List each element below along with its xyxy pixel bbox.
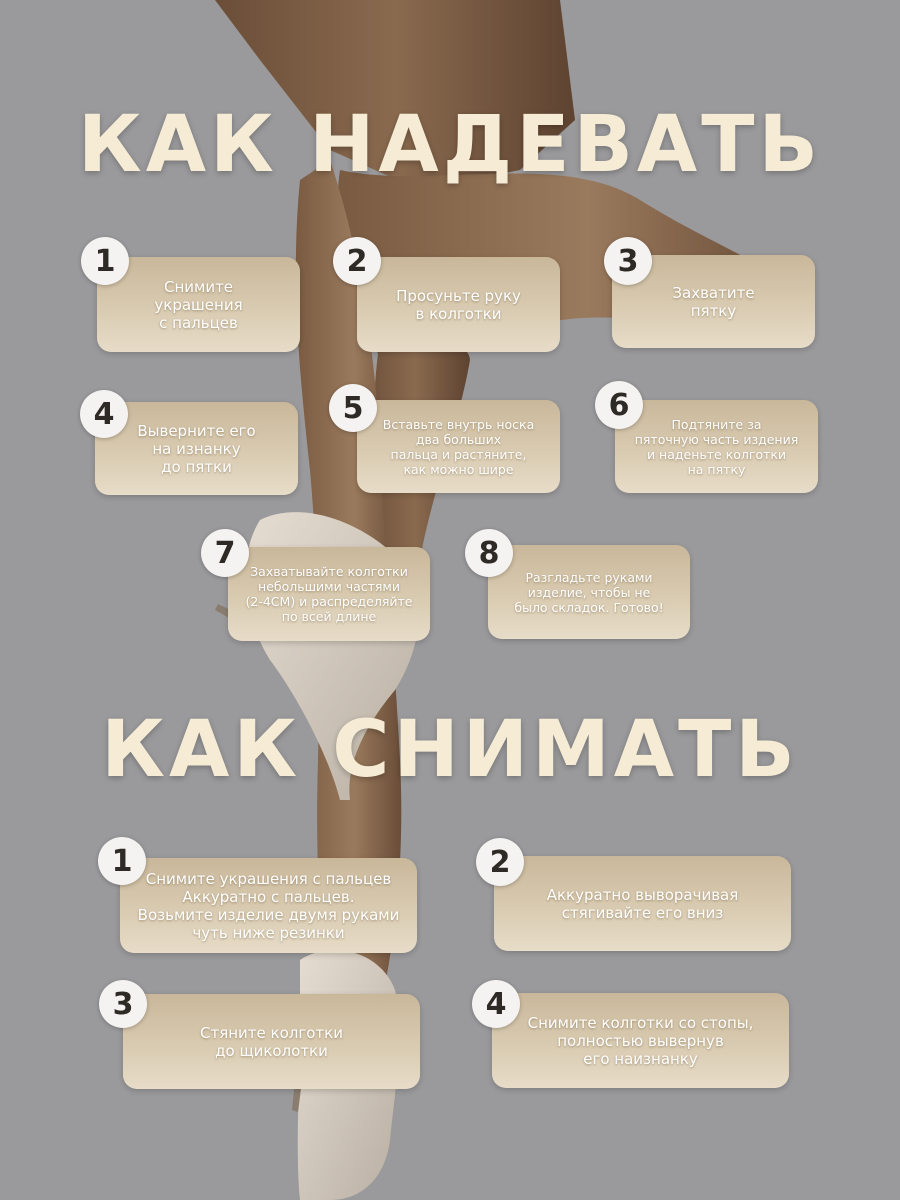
take-off-step-4-number: 4	[472, 980, 520, 1028]
put-on-step-4-number: 4	[80, 390, 128, 438]
take-off-step-1-number: 1	[98, 837, 146, 885]
put-on-step-7-number: 7	[201, 529, 249, 577]
put-on-step-4: Выверните его на изнанку до пятки	[95, 402, 298, 495]
put-on-step-5: Вставьте внутрь носка два больших пальца и растяните, как можно шире	[357, 400, 560, 493]
put-on-title: КАК НАДЕВАТЬ	[78, 100, 822, 190]
put-on-step-6-number: 6	[595, 381, 643, 429]
take-off-title: КАК СНИМАТЬ	[101, 705, 799, 795]
put-on-step-2: Просуньте руку в колготки	[357, 257, 560, 352]
put-on-step-6: Подтяните за пяточную часть издения и наденьте колготки на пятку	[615, 400, 818, 493]
put-on-step-1-number: 1	[81, 237, 129, 285]
put-on-step-8-number: 8	[465, 529, 513, 577]
put-on-step-3-number: 3	[604, 237, 652, 285]
take-off-step-4: Снимите колготки со стопы, полностью вывернув его наизнанку	[492, 993, 789, 1088]
take-off-step-3: Стяните колготки до щиколотки	[123, 994, 420, 1089]
take-off-step-3-number: 3	[99, 980, 147, 1028]
put-on-step-8: Разгладьте руками изделие, чтобы не было складок. Готово!	[488, 545, 690, 639]
take-off-step-1: Снимите украшения с пальцев Аккуратно с пальцев. Возьмите изделие двумя руками чуть ниже резинки	[120, 858, 417, 953]
take-off-step-2: Аккуратно выворачивая стягивайте его вниз	[494, 856, 791, 951]
put-on-step-7: Захватывайте колготки небольшими частями (2-4СМ) и распределяйте по всей длине	[228, 547, 430, 641]
take-off-step-2-number: 2	[476, 838, 524, 886]
put-on-step-3: Захватите пятку	[612, 255, 815, 348]
put-on-step-5-number: 5	[329, 384, 377, 432]
put-on-step-2-number: 2	[333, 237, 381, 285]
put-on-step-1: Снимите украшения с пальцев	[97, 257, 300, 352]
